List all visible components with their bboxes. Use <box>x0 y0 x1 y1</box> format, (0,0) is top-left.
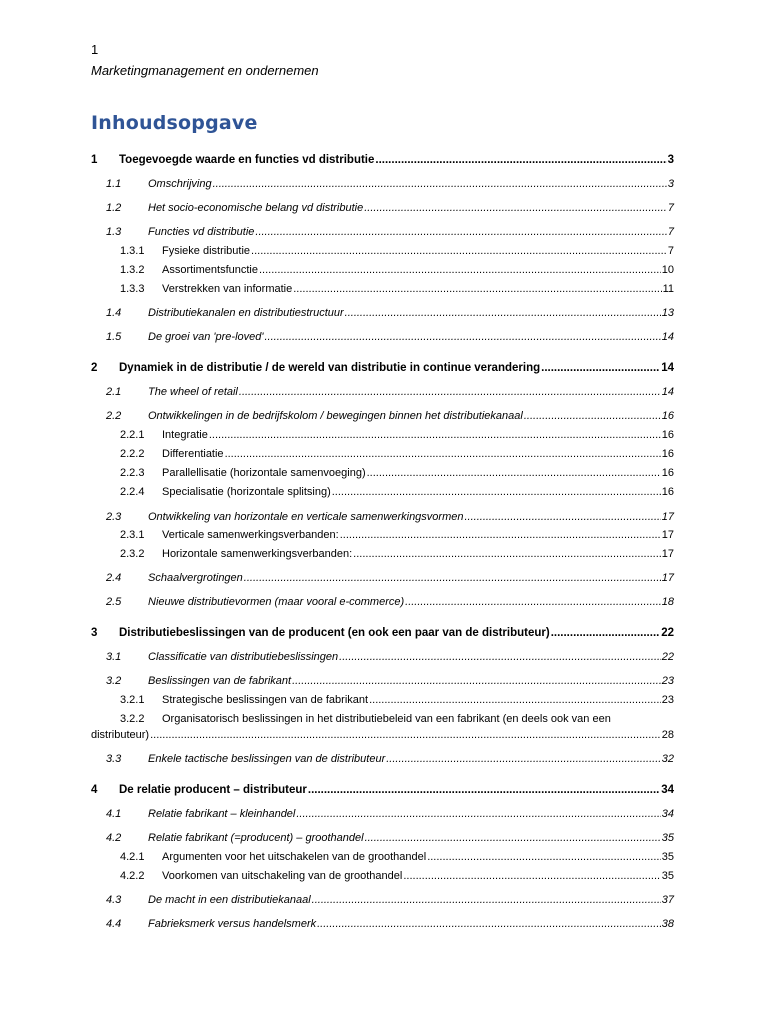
dot-leader <box>375 152 666 168</box>
dot-leader <box>464 509 660 525</box>
toc-entry-page: 23 <box>661 675 674 687</box>
toc-entry-title: Enkele tactische beslissingen van de distributeur <box>148 753 386 765</box>
page-number: 1 <box>91 42 99 57</box>
toc-entry-number: 1.1 <box>106 178 122 190</box>
toc-entry-number: 4.2.1 <box>120 851 145 863</box>
toc-entry-number: 2.2.4 <box>120 486 145 498</box>
toc-entry-page: 35 <box>661 832 674 844</box>
toc-entry-3-2-1[interactable] <box>91 692 674 708</box>
dot-leader <box>551 625 661 641</box>
dot-leader <box>345 305 661 321</box>
dot-leader <box>255 224 666 240</box>
dot-leader <box>427 849 661 865</box>
toc-entry-title: Fabrieksmerk versus handelsmerk <box>148 918 317 930</box>
toc-entry-number: 2.2.3 <box>120 467 145 479</box>
toc-entry-title: Ontwikkelingen in de bedrijfskolom / bewegingen binnen het distributiekanaal <box>148 410 523 422</box>
dot-leader <box>293 281 661 297</box>
toc-entry-1-3-3[interactable] <box>91 281 674 297</box>
toc-entry-number: 2.5 <box>106 596 122 608</box>
document-header-title: Marketingmanagement en ondernemen <box>91 63 319 78</box>
dot-leader <box>332 484 661 500</box>
toc-entry-page: 18 <box>661 596 674 608</box>
toc-entry-title: Verticale samenwerkingsverbanden: <box>162 529 339 541</box>
toc-entry-number: 3.2.2 <box>120 713 145 725</box>
toc-entry-title: Distributiekanalen en distributiestructuur <box>148 307 344 319</box>
toc-entry-page: 22 <box>661 627 674 639</box>
dot-leader <box>292 673 661 689</box>
toc-entry-4-2-1[interactable] <box>91 849 674 865</box>
toc-entry-title: Toegevoegde waarde en functies vd distributie <box>119 154 375 166</box>
toc-entry-number: 3.1 <box>106 651 122 663</box>
toc-entry-1-3-1[interactable] <box>91 243 674 259</box>
toc-entry-page: 17 <box>661 548 674 560</box>
toc-entry-title: Functies vd distributie <box>148 226 255 238</box>
dot-leader <box>296 806 660 822</box>
toc-entry-2-2-4[interactable] <box>91 484 674 500</box>
toc-entry-4-4[interactable] <box>91 916 674 932</box>
toc-entry-title: Integratie <box>162 429 208 441</box>
toc-entry-title: Distributiebeslissingen van de producent (en ook een paar van de distributeur) <box>119 627 550 639</box>
toc-entry-title: Fysieke distributie <box>162 245 251 257</box>
toc-entry-2-3-1[interactable] <box>91 527 674 543</box>
toc-entry-page: 7 <box>667 226 674 238</box>
toc-entry-page: 7 <box>667 245 674 257</box>
toc-entry-3-2-2[interactable] <box>91 711 674 743</box>
toc-entry-1-3[interactable] <box>91 224 674 240</box>
toc-entry-title: De relatie producent – distributeur <box>119 784 307 796</box>
dot-leader <box>405 594 661 610</box>
toc-entry-number: 1.3 <box>106 226 122 238</box>
toc-entry-4-2-2[interactable] <box>91 868 674 884</box>
toc-entry-number: 2.3.2 <box>120 548 145 560</box>
toc-entry-number: 1.3.3 <box>120 283 145 295</box>
toc-entry-page: 16 <box>661 486 674 498</box>
toc-entry-title: Het socio-economische belang vd distributie <box>148 202 364 214</box>
toc-entry-2-4[interactable] <box>91 570 674 586</box>
toc-entry-page: 34 <box>661 784 674 796</box>
toc-entry-page: 28 <box>661 729 674 741</box>
toc-entry-4-1[interactable] <box>91 806 674 822</box>
toc-entry-2-2-3[interactable] <box>91 465 674 481</box>
toc-entry-number: 4.1 <box>106 808 122 820</box>
toc-entry-page: 35 <box>661 851 674 863</box>
toc-entry-title: The wheel of retail <box>148 386 238 398</box>
dot-leader <box>239 384 661 400</box>
toc-entry-title: De macht in een distributiekanaal <box>148 894 311 906</box>
toc-entry-title: Relatie fabrikant – kleinhandel <box>148 808 296 820</box>
toc-entry-page: 37 <box>661 894 674 906</box>
toc-entry-1-4[interactable] <box>91 305 674 321</box>
toc-entry-number: 2.3 <box>106 511 122 523</box>
toc-entry-page: 14 <box>661 386 674 398</box>
dot-leader <box>225 446 661 462</box>
toc-entry-2-2[interactable] <box>91 408 674 424</box>
toc-entry-page: 35 <box>661 870 674 882</box>
dot-leader <box>365 830 661 846</box>
toc-entry-2-2-2[interactable] <box>91 446 674 462</box>
toc-entry-4[interactable] <box>91 782 674 798</box>
toc-entry-number: 1.3.2 <box>120 264 145 276</box>
toc-entry-number: 1.2 <box>106 202 122 214</box>
toc-entry-number: 2.3.1 <box>120 529 145 541</box>
toc-title: Inhoudsopgave <box>91 112 258 134</box>
dot-leader <box>312 892 661 908</box>
toc-entry-number: 2.2.2 <box>120 448 145 460</box>
toc-entry-number: 2.2 <box>106 410 122 422</box>
toc-entry-2-5[interactable] <box>91 594 674 610</box>
toc-entry-title: Horizontale samenwerkingsverbanden: <box>162 548 353 560</box>
toc-entry-2-2-1[interactable] <box>91 427 674 443</box>
toc-entry-1-5[interactable] <box>91 329 674 345</box>
toc-entry-title: Dynamiek in de distributie / de wereld van distributie in continue verandering <box>119 362 541 374</box>
toc-entry-number: 2.1 <box>106 386 122 398</box>
toc-entry-page: 3 <box>667 154 674 166</box>
toc-entry-number: 3.2.1 <box>120 694 145 706</box>
dot-leader <box>386 751 661 767</box>
toc-entry-1-3-2[interactable] <box>91 262 674 278</box>
dot-leader <box>150 727 661 743</box>
dot-leader <box>364 200 667 216</box>
toc-entry-title: Assortimentsfunctie <box>162 264 258 276</box>
toc-entry-title-continued: distributeur) <box>91 729 150 741</box>
toc-entry-page: 14 <box>661 362 674 374</box>
toc-entry-3[interactable] <box>91 625 674 641</box>
toc-entry-page: 16 <box>661 448 674 460</box>
toc-entry-2-1[interactable] <box>91 384 674 400</box>
toc-entry-number: 1 <box>91 154 98 166</box>
toc-entry-title: Organisatorisch beslissingen in het distributiebeleid van een fabrikant (en deels ook van een <box>162 713 611 725</box>
dot-leader <box>308 782 660 798</box>
toc-entry-1[interactable] <box>91 152 674 168</box>
toc-entry-title: Specialisatie (horizontale splitsing) <box>162 486 331 498</box>
toc-entry-4-2[interactable] <box>91 830 674 846</box>
toc-entry-page: 17 <box>661 529 674 541</box>
toc-entry-number: 4.2 <box>106 832 122 844</box>
toc-entry-page: 34 <box>661 808 674 820</box>
toc-entry-4-3[interactable] <box>91 892 674 908</box>
dot-leader <box>367 465 661 481</box>
dot-leader <box>353 546 661 562</box>
toc-entry-page: 32 <box>661 753 674 765</box>
toc-entry-title: Nieuwe distributievormen (maar vooral e-commerce) <box>148 596 405 608</box>
toc-entry-1-1[interactable] <box>91 176 674 192</box>
toc-entry-title: Schaalvergrotingen <box>148 572 243 584</box>
toc-entry-3-1[interactable] <box>91 649 674 665</box>
dot-leader <box>251 243 667 259</box>
toc-entry-title: Classificatie van distributiebeslissingen <box>148 651 339 663</box>
toc-entry-title: Verstrekken van informatie <box>162 283 293 295</box>
dot-leader <box>541 360 660 376</box>
toc-entry-page: 16 <box>661 429 674 441</box>
dot-leader <box>339 649 661 665</box>
toc-entry-page: 16 <box>661 467 674 479</box>
toc-entry-number: 4.3 <box>106 894 122 906</box>
dot-leader <box>209 427 661 443</box>
toc-entry-number: 3.3 <box>106 753 122 765</box>
toc-entry-page: 10 <box>661 264 674 276</box>
toc-entry-page: 13 <box>661 307 674 319</box>
toc-entry-page: 17 <box>661 511 674 523</box>
toc-entry-2-3-2[interactable] <box>91 546 674 562</box>
toc-entry-number: 4.4 <box>106 918 122 930</box>
toc-entry-number: 2.4 <box>106 572 122 584</box>
toc-entry-title: Beslissingen van de fabrikant <box>148 675 292 687</box>
dot-leader <box>213 176 667 192</box>
toc-entry-number: 1.5 <box>106 331 122 343</box>
toc-entry-title: Strategische beslissingen van de fabrikant <box>162 694 369 706</box>
toc-entry-2-3[interactable] <box>91 509 674 525</box>
toc-entry-title: Relatie fabrikant (=producent) – groothandel <box>148 832 364 844</box>
toc-entry-number: 1.3.1 <box>120 245 145 257</box>
toc-entry-title: Ontwikkeling van horizontale en verticale samenwerkingsvormen <box>148 511 464 523</box>
toc-entry-page: 7 <box>667 202 674 214</box>
dot-leader <box>264 329 660 345</box>
toc-entry-page: 23 <box>661 694 674 706</box>
toc-entry-title: De groei van 'pre-loved' <box>148 331 264 343</box>
toc-entry-number: 4.2.2 <box>120 870 145 882</box>
toc-entry-page: 14 <box>661 331 674 343</box>
toc-entry-page: 22 <box>661 651 674 663</box>
toc-entry-title: Omschrijving <box>148 178 212 190</box>
toc-entry-number: 2 <box>91 362 98 374</box>
toc-entry-3-2[interactable] <box>91 673 674 689</box>
toc-entry-2[interactable] <box>91 360 674 376</box>
toc-entry-page: 38 <box>661 918 674 930</box>
toc-entry-number: 3 <box>91 627 98 639</box>
toc-entry-page: 3 <box>667 178 674 190</box>
toc-entry-number: 3.2 <box>106 675 122 687</box>
toc-entry-page: 17 <box>661 572 674 584</box>
toc-entry-3-3[interactable] <box>91 751 674 767</box>
toc-entry-1-2[interactable] <box>91 200 674 216</box>
dot-leader <box>259 262 661 278</box>
dot-leader <box>340 527 661 543</box>
toc-entry-title: Parallellisatie (horizontale samenvoeging) <box>162 467 366 479</box>
dot-leader <box>369 692 661 708</box>
dot-leader <box>244 570 661 586</box>
toc-entry-title: Argumenten voor het uitschakelen van de groothandel <box>162 851 427 863</box>
toc-entry-number: 1.4 <box>106 307 122 319</box>
toc-entry-page: 16 <box>661 410 674 422</box>
toc-entry-title: Voorkomen van uitschakeling van de groothandel <box>162 870 403 882</box>
toc-entry-number: 2.2.1 <box>120 429 145 441</box>
dot-leader <box>524 408 661 424</box>
toc-entry-page: 11 <box>662 283 674 295</box>
toc-entry-number: 4 <box>91 784 98 796</box>
dot-leader <box>403 868 660 884</box>
dot-leader <box>317 916 661 932</box>
toc-entry-title: Differentiatie <box>162 448 224 460</box>
